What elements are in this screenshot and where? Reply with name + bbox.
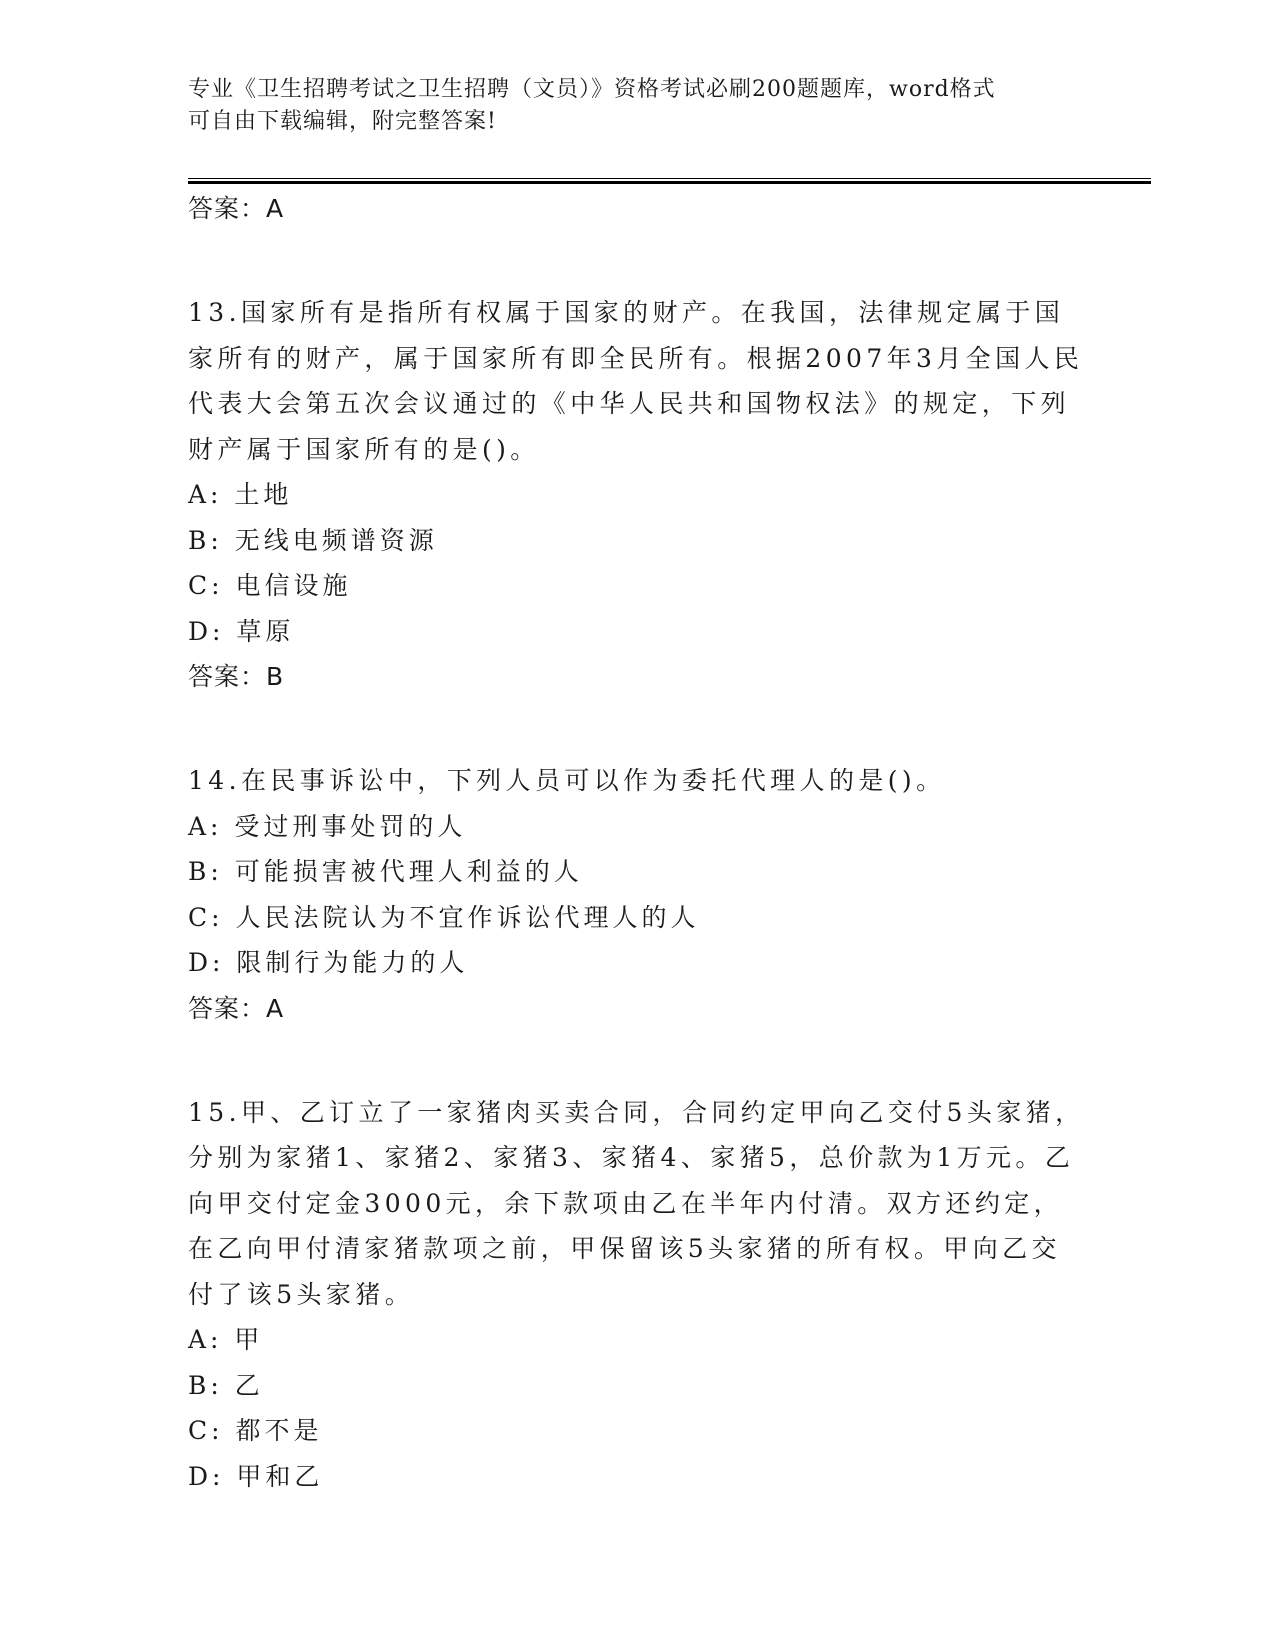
option-c: C: 电信设施 <box>188 571 352 600</box>
question-text: 13.国家所有是指所有权属于国家的财产。在我国，法律规定属于国家所有的财产，属于国家所有即全民所有。根据2007年3月全国人民代表大会第五次会议通过的《中华人民共和国物权法》的规定，下列财产属于国家所有的是()。 <box>188 298 1084 464</box>
question-text: 14.在民事诉讼中，下列人员可以作为委托代理人的是()。 <box>188 766 946 795</box>
header-divider-thin <box>188 178 1151 179</box>
option-d: D: 限制行为能力的人 <box>188 948 469 977</box>
option-c: C: 都不是 <box>188 1416 323 1445</box>
answer-label: 答案：B <box>188 662 285 691</box>
question-13 <box>188 290 1088 700</box>
option-c: C: 人民法院认为不宜作诉讼代理人的人 <box>188 902 700 932</box>
answer-label: 答案：A <box>188 194 285 223</box>
option-a: A: 受过刑事处罚的人 <box>188 811 467 841</box>
question-15 <box>188 1090 1088 1500</box>
answer-label: 答案：A <box>188 993 285 1023</box>
header-line-2: 可自由下载编辑，附完整答案! <box>188 109 497 134</box>
option-a: A: 甲 <box>188 1325 264 1354</box>
question-14 <box>188 758 1088 1032</box>
header-divider-thick <box>188 181 1151 184</box>
header-line-1: 专业《卫生招聘考试之卫生招聘（文员）》资格考试必刷200题题库，word格式 <box>188 77 996 102</box>
option-b: B: 可能损害被代理人利益的人 <box>188 857 583 886</box>
option-a: A: 土地 <box>188 480 293 509</box>
option-d: D: 草原 <box>188 616 295 646</box>
document-body <box>188 186 1088 1499</box>
document-header <box>188 74 1088 138</box>
option-d: D: 甲和乙 <box>188 1461 324 1491</box>
option-b: B: 无线电频谱资源 <box>188 525 438 555</box>
option-b: B: 乙 <box>188 1370 264 1400</box>
question-text: 15.甲、乙订立了一家猪肉买卖合同，合同约定甲向乙交付5头家猪，分别为家猪1、家猪2、家猪3、家猪4、家猪5，总价款为1万元。乙向甲交付定金3000元，余下款项由乙在半年内付清。双方还约定，在乙向甲付清家猪款项之前，甲保留该5头家猪的所有权。甲向乙交付了该5头家猪。 <box>188 1097 1085 1309</box>
